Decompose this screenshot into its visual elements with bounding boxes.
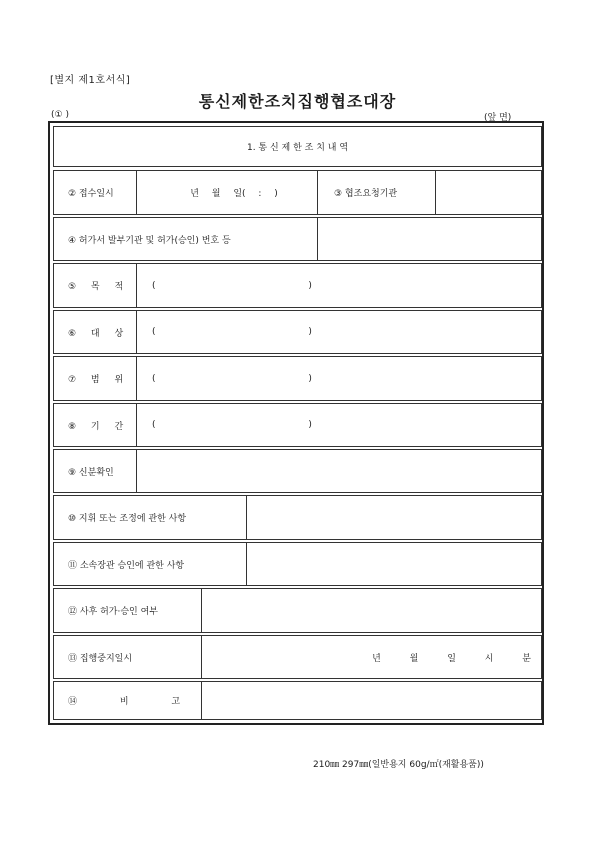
command-field[interactable] — [247, 496, 541, 539]
identity-row — [53, 449, 542, 493]
document-title: 통신제한조치집행협조대장 — [198, 92, 397, 111]
receipt-datetime-field[interactable]: 년 월 일( : ) — [190, 189, 278, 199]
form-table — [48, 121, 544, 725]
section-title: 1. 통 신 제 한 조 치 내 역 — [246, 143, 349, 153]
approval-row — [53, 542, 542, 586]
section-header-row — [53, 126, 542, 167]
scope-label: ⑦ 범 위 — [68, 375, 124, 385]
period-row — [53, 403, 542, 447]
paper-spec-footer: 210㎜ 297㎜(일반용지 60g/㎡(재활용품)) — [313, 760, 484, 770]
end-datetime-row — [53, 635, 542, 679]
approval-field[interactable] — [247, 543, 541, 585]
target-row — [53, 310, 542, 354]
scope-field[interactable]: ( ) — [152, 373, 312, 384]
remarks-row — [53, 681, 542, 720]
serial-number-marker: (① ) — [51, 110, 69, 120]
receipt-label: ② 접수일시 — [68, 189, 114, 199]
requesting-agency-field[interactable] — [436, 171, 541, 214]
command-label: ⑩ 지휘 또는 조정에 관한 사항 — [68, 514, 187, 524]
permit-label: ④ 허가서 발부기관 및 허가(승인) 번호 등 — [68, 235, 231, 246]
post-approval-field[interactable] — [202, 589, 541, 632]
identity-field[interactable] — [137, 450, 541, 492]
post-approval-row — [53, 588, 542, 633]
permit-field[interactable] — [318, 218, 541, 260]
permit-row — [53, 217, 542, 261]
target-field[interactable]: ( ) — [152, 327, 312, 337]
remarks-label: ⑭ 비 고 — [68, 697, 181, 707]
remarks-field[interactable] — [202, 682, 541, 719]
receipt-row — [53, 170, 542, 215]
period-field[interactable]: ( ) — [152, 420, 312, 430]
scope-row — [53, 356, 542, 401]
purpose-label: ⑤ 목 적 — [68, 282, 124, 292]
command-row — [53, 495, 542, 540]
end-datetime-label: ⑬ 집행중지일시 — [68, 653, 133, 664]
target-label: ⑥ 대 상 — [68, 328, 124, 339]
requesting-agency-label: ③ 협조요청기관 — [334, 189, 398, 199]
purpose-row — [53, 263, 542, 308]
form-number-label: [별지 제1호서식] — [50, 75, 131, 86]
identity-label: ⑨ 신분확인 — [68, 467, 114, 478]
end-datetime-field[interactable]: 년 월 일 시 분 — [372, 653, 531, 664]
period-label: ⑧ 기 간 — [68, 421, 124, 432]
post-approval-label: ⑫ 사후 허가·승인 여부 — [68, 607, 158, 617]
front-side-marker: (앞 면) — [484, 113, 512, 123]
approval-label: ⑪ 소속장관 승인에 관한 사항 — [68, 560, 185, 571]
purpose-field[interactable]: ( ) — [152, 280, 312, 291]
